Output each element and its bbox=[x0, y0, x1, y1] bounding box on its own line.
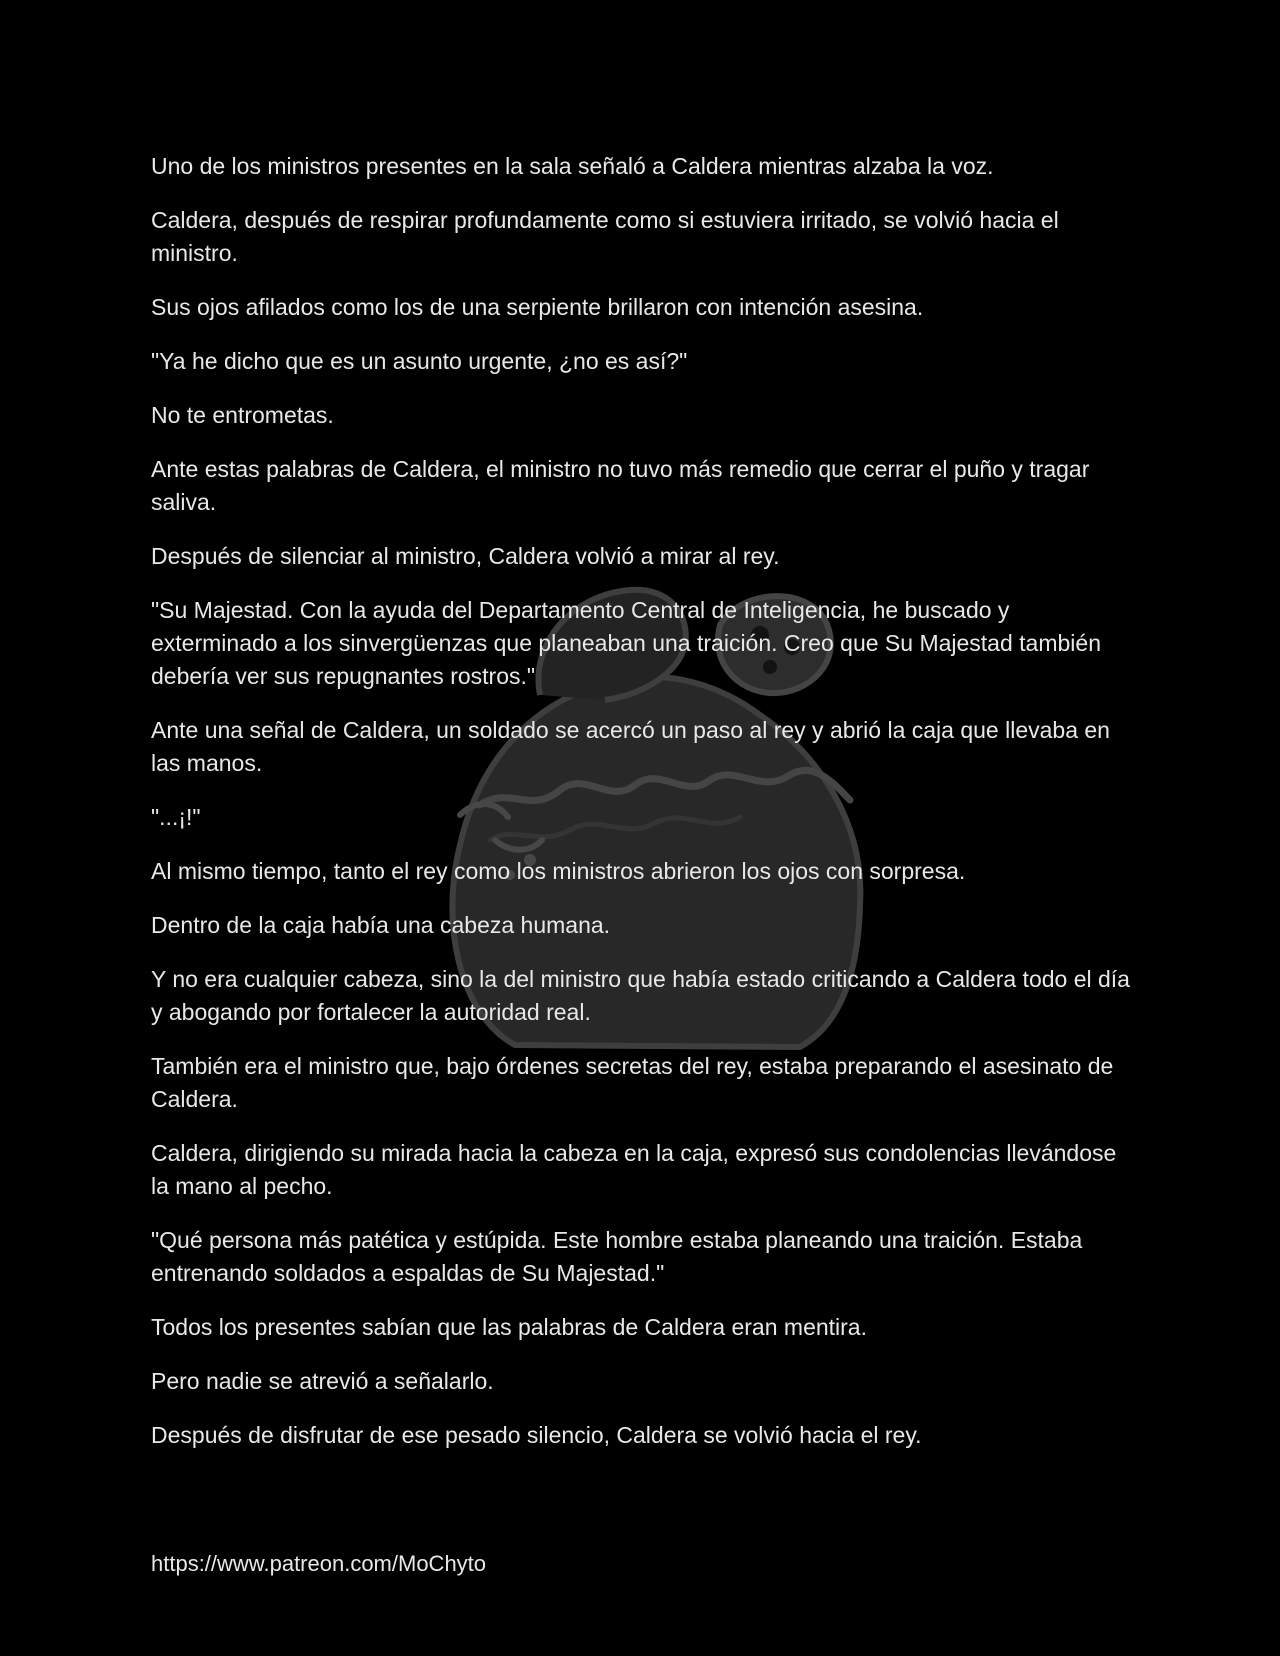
paragraph: "Su Majestad. Con la ayuda del Departamento Central de Inteligencia, he buscado y exterminado a los sinvergüenzas que planeaban una traición. Creo que Su Majestad también debería ver sus repugnantes rostros." bbox=[151, 597, 1101, 689]
paragraph: Después de disfrutar de ese pesado silencio, Caldera se volvió hacia el rey. bbox=[151, 1422, 922, 1448]
paragraph: Ante estas palabras de Caldera, el ministro no tuvo más remedio que cerrar el puño y tragar saliva. bbox=[151, 456, 1090, 515]
paragraph: Caldera, después de respirar profundamente como si estuviera irritado, se volvió hacia el ministro. bbox=[151, 207, 1059, 266]
paragraph: Uno de los ministros presentes en la sala señaló a Caldera mientras alzaba la voz. bbox=[151, 153, 994, 179]
paragraph: Ante una señal de Caldera, un soldado se acercó un paso al rey y abrió la caja que llevaba en las manos. bbox=[151, 717, 1110, 776]
paragraph: Todos los presentes sabían que las palabras de Caldera eran mentira. bbox=[151, 1314, 867, 1340]
paragraph: Sus ojos afilados como los de una serpiente brillaron con intención asesina. bbox=[151, 294, 924, 320]
paragraph: "Ya he dicho que es un asunto urgente, ¿no es así?" bbox=[151, 348, 688, 374]
patreon-link[interactable]: https://www.patreon.com/MoChyto bbox=[151, 1551, 487, 1576]
story-text bbox=[151, 150, 1136, 1473]
paragraph: Después de silenciar al ministro, Caldera volvió a mirar al rey. bbox=[151, 543, 780, 569]
paragraph: Al mismo tiempo, tanto el rey como los ministros abrieron los ojos con sorpresa. bbox=[151, 858, 966, 884]
paragraph: "...¡!" bbox=[151, 804, 201, 830]
paragraph: También era el ministro que, bajo órdenes secretas del rey, estaba preparando el asesinato de Caldera. bbox=[151, 1053, 1114, 1112]
paragraph: "Qué persona más patética y estúpida. Este hombre estaba planeando una traición. Estaba entrenando soldados a espaldas de Su Majestad." bbox=[151, 1227, 1083, 1286]
paragraph: Caldera, dirigiendo su mirada hacia la cabeza en la caja, expresó sus condolencias llevándose la mano al pecho. bbox=[151, 1140, 1117, 1199]
paragraph: Pero nadie se atrevió a señalarlo. bbox=[151, 1368, 494, 1394]
paragraph: Dentro de la caja había una cabeza humana. bbox=[151, 912, 611, 938]
paragraph: Y no era cualquier cabeza, sino la del ministro que había estado criticando a Caldera todo el día y abogando por fortalecer la autoridad real. bbox=[151, 966, 1130, 1025]
paragraph: No te entrometas. bbox=[151, 402, 334, 428]
